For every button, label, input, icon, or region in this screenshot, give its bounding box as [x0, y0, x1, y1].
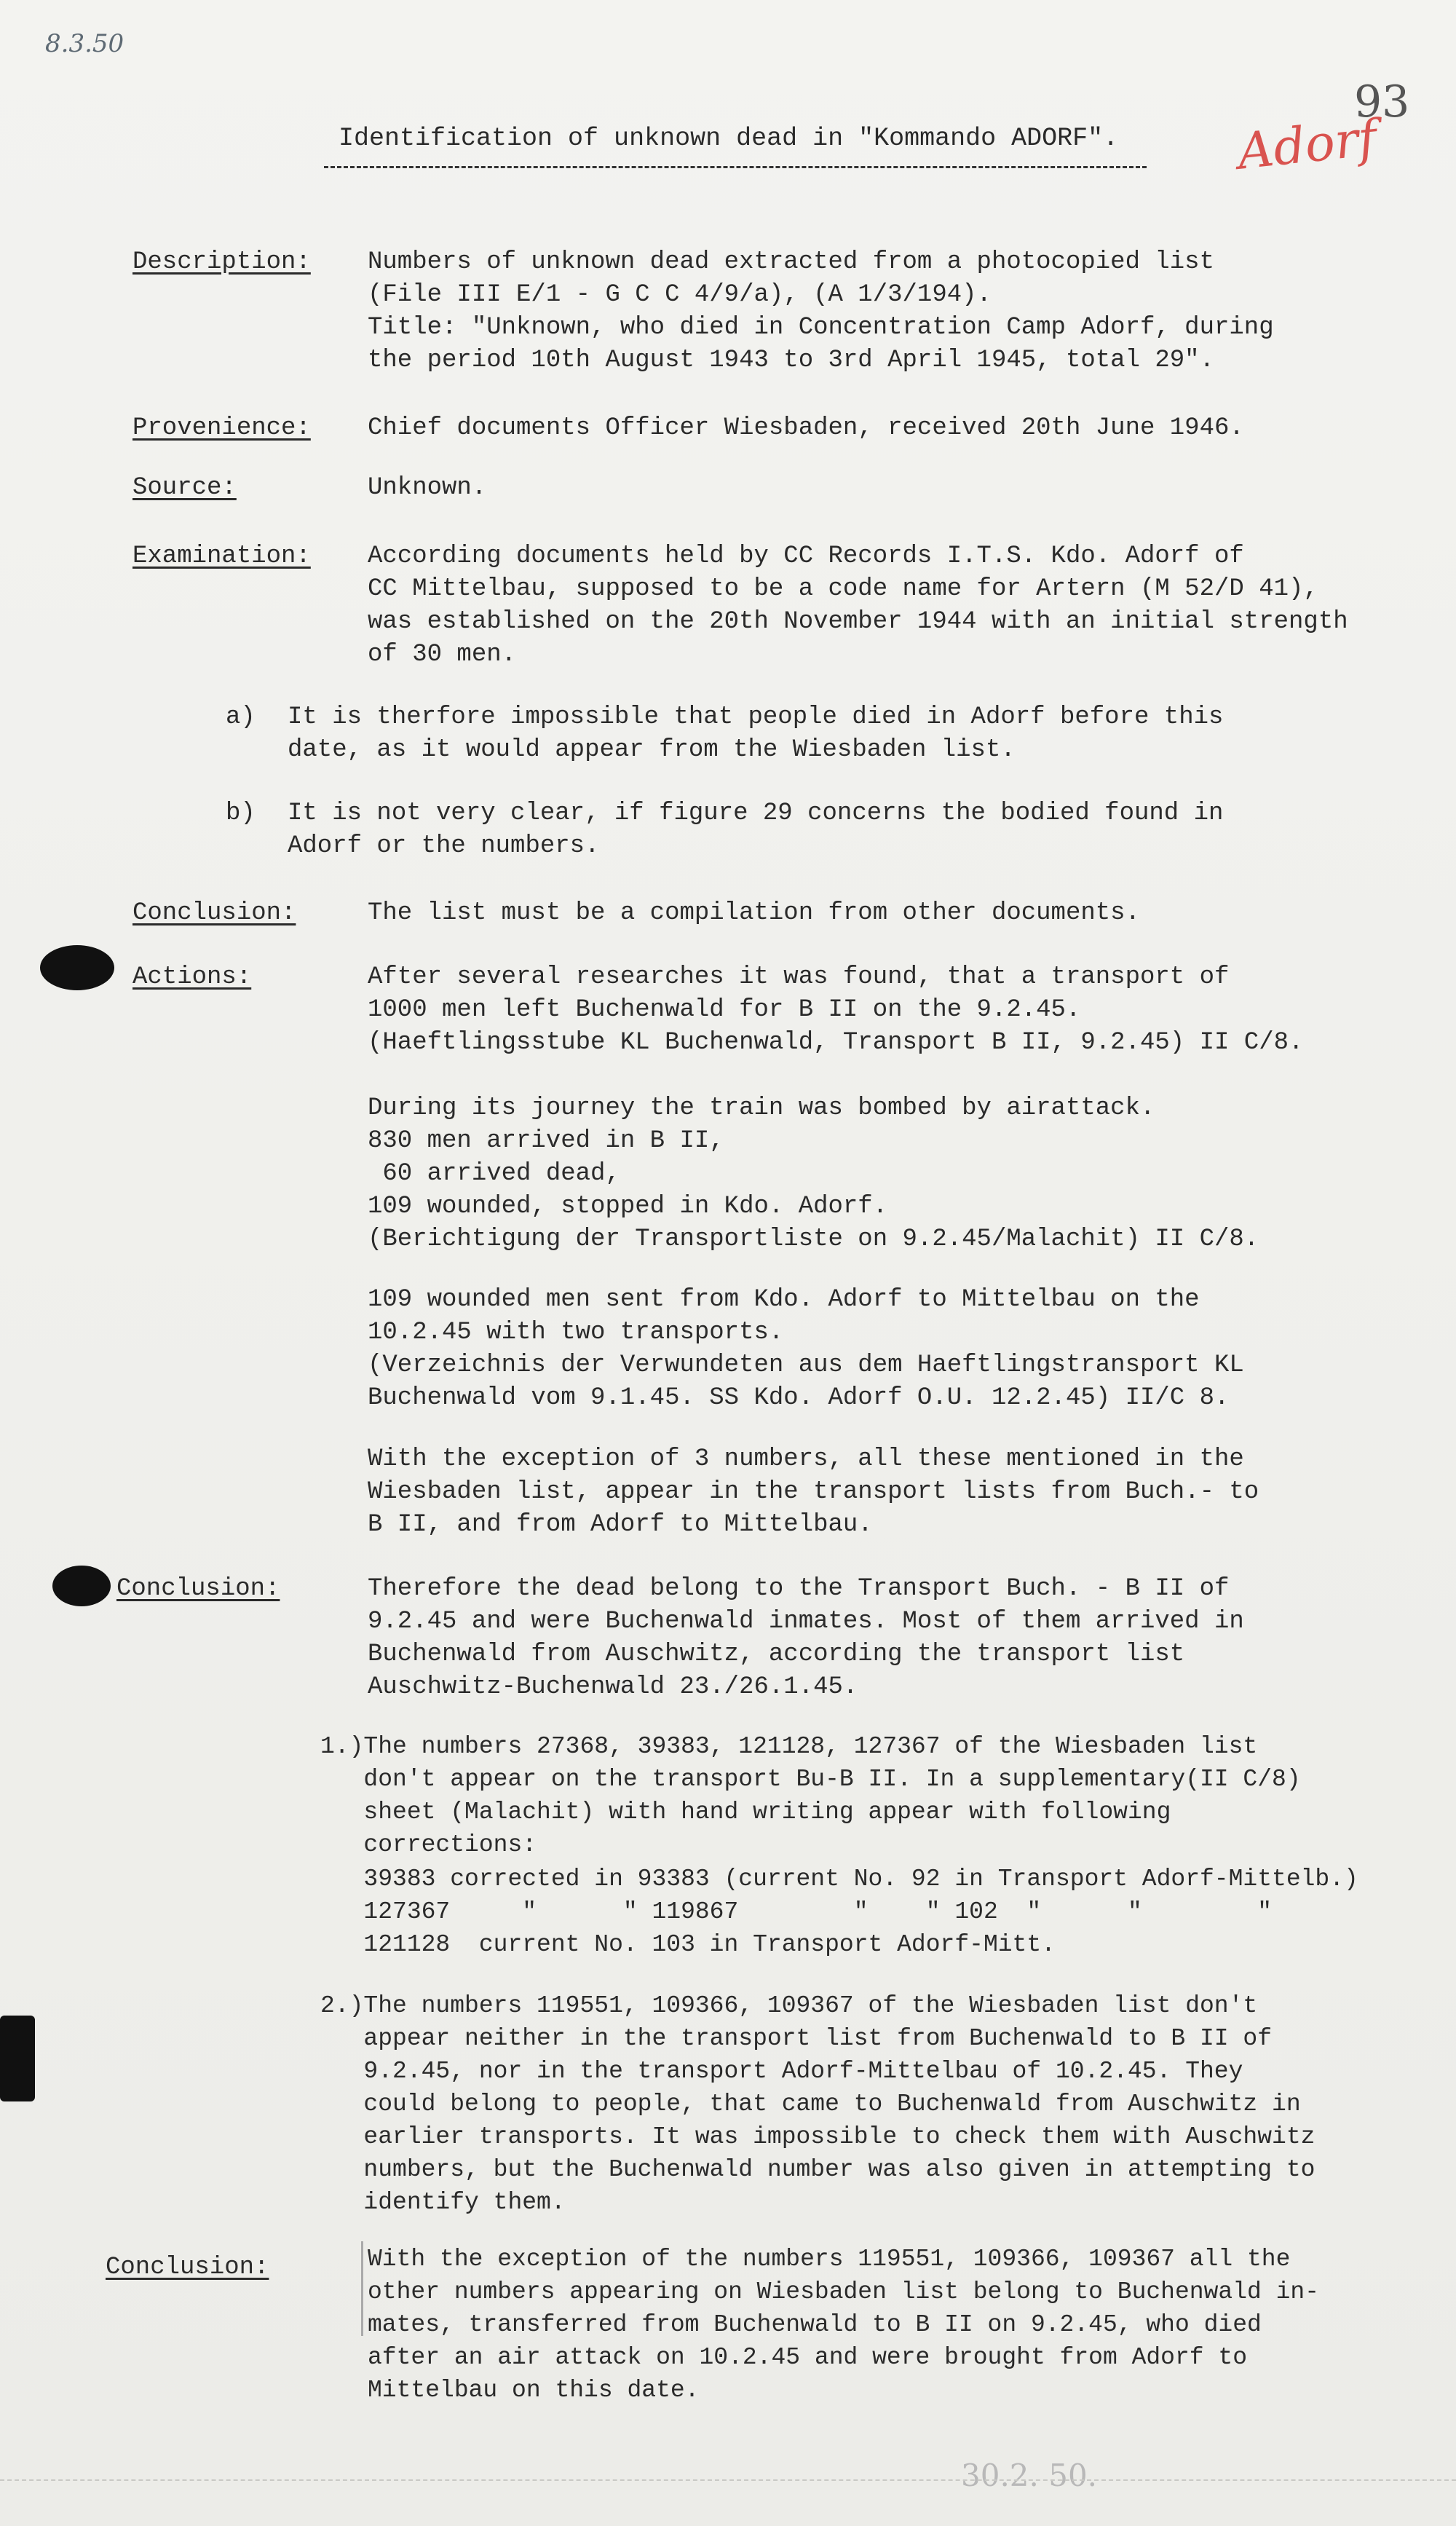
actions-para3-line-3: (Verzeichnis der Verwundeten aus dem Haeftlingstransport KL — [368, 1351, 1244, 1379]
actions-para2-line-4: 109 wounded, stopped in Kdo. Adorf. — [368, 1193, 888, 1220]
item-a-line-1: It is therfore impossible that people died in Adorf before this — [288, 703, 1224, 731]
conclusion-1-text: The list must be a compilation from other documents. — [368, 899, 1140, 927]
actions-para2-line-5: (Berichtigung der Transportliste on 9.2.45/Malachit) II C/8. — [368, 1225, 1259, 1253]
description-line-1: Numbers of unknown dead extracted from a photocopied list — [368, 248, 1214, 276]
page-bottom-edge — [0, 2479, 1456, 2481]
document-title: Identification of unknown dead in "Kommando ADORF". — [339, 124, 1119, 153]
conclusion-3-label: Conclusion: — [106, 2254, 269, 2281]
item-b-line-1: It is not very clear, if figure 29 concerns the bodied found in — [288, 800, 1224, 827]
actions-para1-line-1: After several researches it was found, that a transport of — [368, 963, 1230, 991]
conclusion-2-label: Conclusion: — [116, 1575, 280, 1603]
actions-para3-line-4: Buchenwald vom 9.1.45. SS Kdo. Adorf O.U. 12.2.45) II/C 8. — [368, 1384, 1230, 1412]
provenience-text: Chief documents Officer Wiesbaden, received 20th June 1946. — [368, 414, 1244, 442]
examination-line-4: of 30 men. — [368, 641, 517, 668]
point-1-line-2: don't appear on the transport Bu-B II. In a supplementary(II C/8) — [320, 1766, 1301, 1793]
actions-para2-line-1: During its journey the train was bombed by airattack. — [368, 1094, 1155, 1122]
point-1-line-7: 121128 current No. 103 in Transport Adorf-Mitt. — [320, 1931, 1056, 1958]
point-2-line-5: earlier transports. It was impossible to check them with Auschwitz — [320, 2123, 1315, 2150]
punch-hole-mark — [52, 1566, 111, 1606]
actions-para4-line-1: With the exception of 3 numbers, all these mentioned in the — [368, 1445, 1244, 1473]
description-line-3: Title: "Unknown, who died in Concentration Camp Adorf, during — [368, 314, 1274, 342]
provenience-label: Provenience: — [132, 414, 311, 442]
pencil-date-note: 30.2. 50. — [961, 2458, 1098, 2493]
page-number-stamp: 93 — [1354, 76, 1410, 127]
actions-para1-line-2: 1000 men left Buchenwald for B II on the 9.2.45. — [368, 996, 1081, 1024]
source-text: Unknown. — [368, 474, 487, 502]
conclusion-2-line-3: Buchenwald from Auschwitz, according the transport list — [368, 1641, 1185, 1668]
item-b-marker: b) — [226, 800, 256, 827]
conclusion-2-line-1: Therefore the dead belong to the Transport Buch. - B II of — [368, 1575, 1230, 1603]
point-1-line-5: 39383 corrected in 93383 (current No. 92 in Transport Adorf-Mittelb.) — [320, 1866, 1358, 1892]
item-a-marker: a) — [226, 703, 256, 731]
actions-label: Actions: — [132, 963, 252, 991]
punch-hole-mark — [40, 945, 114, 990]
point-2-line-6: numbers, but the Buchenwald number was also given in attempting to — [320, 2156, 1315, 2183]
point-2-line-3: 9.2.45, nor in the transport Adorf-Mittelbau of 10.2.45. They — [320, 2058, 1243, 2085]
conclusion-3-line-3: mates, transferred from Buchenwald to B II on 9.2.45, who died — [368, 2311, 1262, 2338]
actions-para2-line-3: 60 arrived dead, — [368, 1160, 620, 1188]
actions-para3-line-2: 10.2.45 with two transports. — [368, 1319, 784, 1346]
point-2-line-1: 2.)The numbers 119551, 109366, 109367 of the Wiesbaden list don't — [320, 1992, 1258, 2019]
handwritten-adorf-note: Adorf — [1235, 109, 1380, 181]
point-1-line-6: 127367 " " 119867 " " 102 " " " — [320, 1898, 1273, 1925]
actions-para2-line-2: 830 men arrived in B II, — [368, 1127, 724, 1155]
point-2-line-4: could belong to people, that came to Buchenwald from Auschwitz in — [320, 2091, 1301, 2118]
description-line-2: (File III E/1 - G C C 4/9/a), (A 1/3/194). — [368, 281, 992, 309]
conclusion-1-label: Conclusion: — [132, 899, 296, 927]
conclusion-3-line-2: other numbers appearing on Wiesbaden list belong to Buchenwald in- — [368, 2278, 1320, 2305]
point-2-line-7: identify them. — [320, 2189, 566, 2216]
examination-line-3: was established on the 20th November 1944 with an initial strength — [368, 608, 1348, 636]
point-1-line-4: corrections: — [320, 1831, 537, 1858]
conclusion-3-line-5: Mittelbau on this date. — [368, 2377, 700, 2404]
point-1-line-3: sheet (Malachit) with hand writing appear with following — [320, 1799, 1171, 1826]
margin-bar — [361, 2241, 363, 2336]
description-line-4: the period 10th August 1943 to 3rd April 1945, total 29". — [368, 347, 1214, 374]
conclusion-2-line-2: 9.2.45 and were Buchenwald inmates. Most of them arrived in — [368, 1608, 1244, 1635]
title-underline — [324, 166, 1147, 168]
examination-label: Examination: — [132, 542, 311, 570]
actions-para3-line-1: 109 wounded men sent from Kdo. Adorf to Mittelbau on the — [368, 1286, 1200, 1314]
actions-para4-line-3: B II, and from Adorf to Mittelbau. — [368, 1511, 873, 1539]
point-1-line-1: 1.)The numbers 27368, 39383, 121128, 127367 of the Wiesbaden list — [320, 1733, 1258, 1760]
conclusion-2-line-4: Auschwitz-Buchenwald 23./26.1.45. — [368, 1673, 858, 1701]
source-label: Source: — [132, 474, 237, 502]
examination-line-2: CC Mittelbau, supposed to be a code name for Artern (M 52/D 41), — [368, 575, 1318, 603]
actions-para1-line-3: (Haeftlingsstube KL Buchenwald, Transport B II, 9.2.45) II C/8. — [368, 1029, 1304, 1057]
examination-line-1: According documents held by CC Records I.T.S. Kdo. Adorf of — [368, 542, 1244, 570]
description-label: Description: — [132, 248, 311, 276]
binding-mark — [0, 2016, 35, 2101]
item-b-line-2: Adorf or the numbers. — [288, 832, 600, 860]
conclusion-3-line-4: after an air attack on 10.2.45 and were brought from Adorf to — [368, 2344, 1247, 2371]
item-a-line-2: date, as it would appear from the Wiesbaden list. — [288, 736, 1016, 764]
point-2-line-2: appear neither in the transport list from Buchenwald to B II of — [320, 2025, 1273, 2052]
margin-date-note: 8.3.50 — [45, 29, 124, 58]
actions-para4-line-2: Wiesbaden list, appear in the transport lists from Buch.- to — [368, 1478, 1259, 1506]
conclusion-3-line-1: With the exception of the numbers 119551, 109366, 109367 all the — [368, 2246, 1291, 2273]
